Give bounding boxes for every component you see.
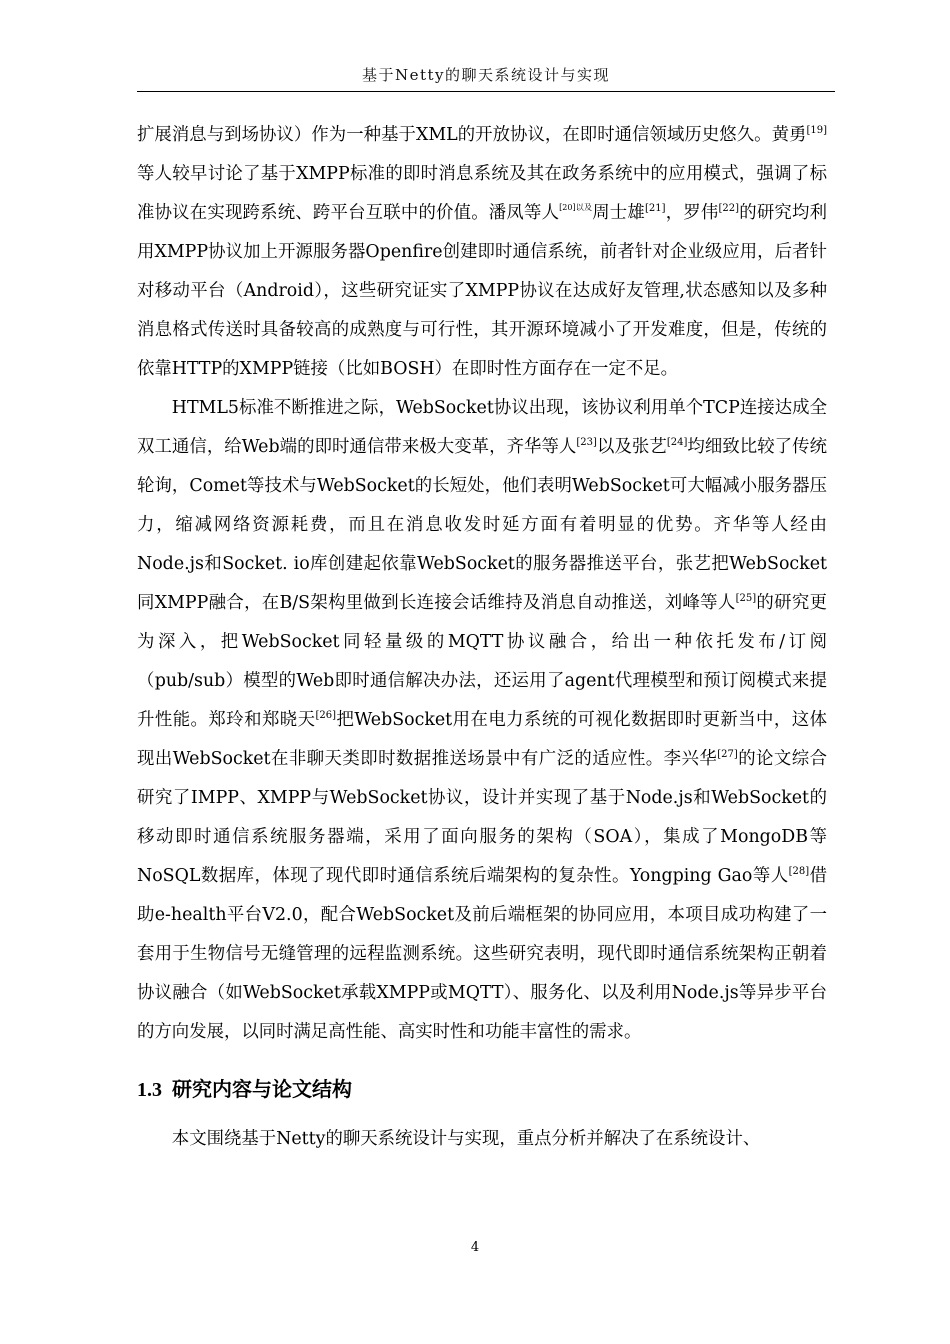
text-run: 周士雄 [592, 203, 645, 223]
citation: [28] [788, 866, 810, 877]
body-text [137, 116, 827, 1159]
paragraph-2 [137, 389, 827, 1052]
citation: [23] [576, 437, 597, 448]
text-run: 扩展消息与到场协议）作为一种基于XML的开放协议，在即时通信领域历史悠久。黄勇 [137, 125, 807, 145]
text-run: 以及张艺 [596, 437, 667, 457]
citation: [21] [644, 203, 666, 214]
text-run: 的研究更为深入，把WebSocket同轻量级的MQTT协议融合，给出一种依托发布/订阅（pub/sub）模型的Web即时通信解决办法，还运用了agent代理模型和预订阅模式来提升性能。郑玲和郑晓天 [137, 593, 827, 730]
section-heading [137, 1069, 827, 1110]
text-run: 等人较早讨论了基于XMPP标准的即时消息系统及其在政务系统中的应用模式，强调了标准协议在实现跨系统、跨平台互联中的价值。潘凤等人 [137, 164, 827, 223]
section-number: 1.3 [137, 1079, 162, 1101]
running-header: 基于Netty的聊天系统设计与实现 [361, 66, 611, 84]
text-run: HTML5标准不断推进之际，WebSocket协议出现，该协议利用单个TCP连接达成全双工通信，给Web端的即时通信带来极大变革，齐华等人 [137, 398, 827, 457]
page-number: 4 [470, 1240, 480, 1255]
text-run: 的研究均利用XMPP协议加上开源服务器Openfire创建即时通信系统，前者针对企业级应用，后者针对移动平台（Android），这些研究证实了XMPP协议在达成好友管理,状态感知以及多种消息格式传送时具备较高的成熟度与可行性，其开源环境减小了开发难度，但是，传统的依靠HTTP的XMPP链接（比如BOSH）在即时性方面存在一定不足。 [137, 203, 827, 379]
text-run: 把WebSocket用在电力系统的可视化数据即时更新当中，这体现出WebSocket在非聊天类即时数据推送场景中有广泛的适应性。李兴华 [137, 710, 827, 769]
citation: [24] [666, 437, 688, 448]
paragraph-1 [137, 116, 827, 389]
text-run: ，罗伟 [665, 203, 719, 223]
text-run: 本文围绕基于Netty的聊天系统设计与实现，重点分析并解决了在系统设计、 [171, 1129, 761, 1149]
section-title: 研究内容与论文结构 [172, 1077, 352, 1101]
text-run: 均细致比较了传统轮询，Comet等技术与WebSocket的长短处，他们表明WebSocket可大幅减小服务器压力，缩减网络资源耗费，而且在消息收发时延方面有着明显的优势。齐华等人经由Node.js和Socket. io库创建起依靠WebSocket的服务器推送平台，张艺把WebSocket同XMPP融合，在B/S架构里做到长连接会话维持及消息自动推送，刘峰等人 [137, 437, 827, 613]
text-run: 的论文综合研究了IMPP、XMPP与WebSocket协议，设计并实现了基于Node.js和WebSocket的移动即时通信系统服务器端，采用了面向服务的架构（SOA），集成了MongoDB等NoSQL数据库，体现了现代即时通信系统后端架构的复杂性。Yongping Gao等人 [137, 749, 827, 886]
citation: [26] [315, 710, 337, 721]
header-rule [137, 91, 835, 92]
citation: [22] [718, 203, 740, 214]
citation: [19] [806, 125, 827, 136]
citation: [25] [735, 593, 757, 604]
paragraph-3 [137, 1120, 827, 1159]
citation: [27] [717, 749, 738, 760]
citation: [20]以及 [559, 203, 593, 212]
text-run: 借助e-health平台V2.0，配合WebSocket及前后端框架的协同应用，本项目成功构建了一套用于生物信号无缝管理的远程监测系统。这些研究表明，现代即时通信系统架构正朝着协议融合（如WebSocket承载XMPP或MQTT）、服务化、以及利用Node.js等异步平台的方向发展，以同时满足高性能、高实时性和功能丰富性的需求。 [137, 866, 827, 1042]
